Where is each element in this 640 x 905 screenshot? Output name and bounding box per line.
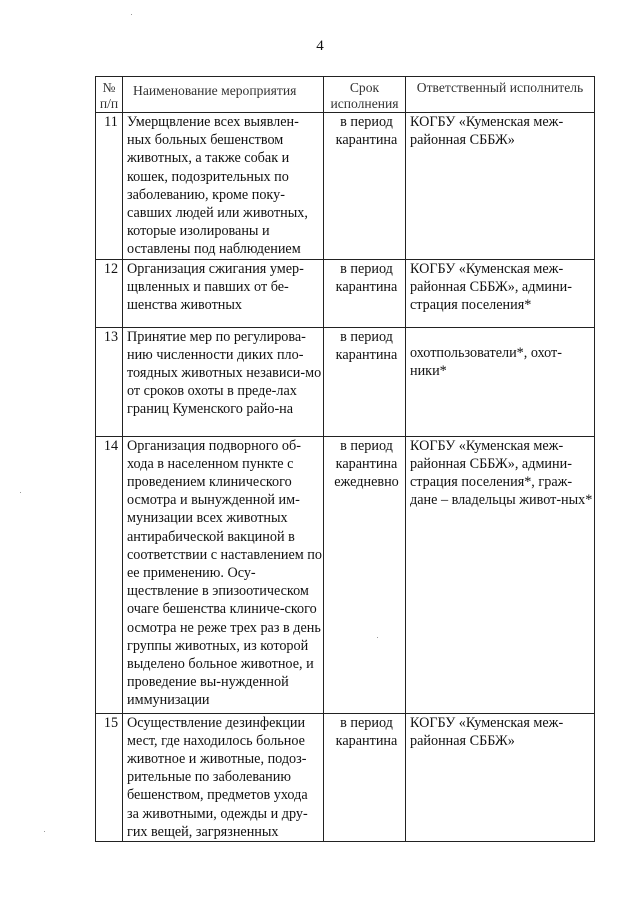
scan-speck bbox=[377, 637, 378, 638]
table-row bbox=[96, 259, 595, 327]
row-name: Умерщвление всех выявлен-ных больных бешенством животных, а также собак и кошек, подозрительных по заболеванию, кроме поку-савших людей или животных, которые изолированы и оставлены под наблюдением bbox=[123, 113, 324, 260]
header-name: Наименование мероприятия bbox=[123, 77, 324, 113]
row-num: 15 bbox=[96, 713, 123, 841]
scan-speck bbox=[44, 831, 45, 832]
row-num: 11 bbox=[96, 113, 123, 260]
header-term: Срок исполнения bbox=[324, 77, 406, 113]
row-name: Организация сжигания умер-щвленных и павших от бе-шенства животных bbox=[123, 259, 324, 327]
row-term: в период карантина bbox=[324, 713, 406, 841]
row-term: в период карантина bbox=[324, 327, 406, 436]
row-responsible: охотпользователи*, охот-ники* bbox=[406, 327, 595, 436]
row-responsible: КОГБУ «Куменская меж-районная СББЖ» bbox=[406, 713, 595, 841]
row-name: Осуществление дезинфекции мест, где находилось больное животное и животные, подоз-рительные по заболеванию бешенством, предметов ухода за животными, одежды и дру-гих вещей, загрязненных bbox=[123, 713, 324, 841]
row-responsible: КОГБУ «Куменская меж-районная СББЖ», админи-страция поселения* bbox=[406, 259, 595, 327]
row-num: 12 bbox=[96, 259, 123, 327]
scan-speck bbox=[131, 14, 132, 15]
page-number: 4 bbox=[316, 38, 324, 54]
row-num: 13 bbox=[96, 327, 123, 436]
scan-speck bbox=[20, 492, 21, 493]
row-responsible: КОГБУ «Куменская меж-районная СББЖ», админи-страция поселения*, граж-дане – владельцы живот-ных* bbox=[406, 436, 595, 713]
header-num: № п/п bbox=[96, 77, 123, 113]
header-responsible: Ответственный исполнитель bbox=[406, 77, 595, 113]
row-name: Принятие мер по регулирова-нию численности диких пло-тоядных животных независи-мо от сроков охоты в преде-лах границ Куменского райо-на bbox=[123, 327, 324, 436]
row-responsible: КОГБУ «Куменская меж-районная СББЖ» bbox=[406, 113, 595, 260]
table-row bbox=[96, 436, 595, 713]
events-table bbox=[95, 76, 595, 842]
table-row bbox=[96, 327, 595, 436]
row-name: Организация подворного об-хода в населенном пункте с проведением клинического осмотра и вынужденной им-мунизации всех животных антирабической вакциной в соответствии с наставлением по ее применению. Осу-ществление в эпизоотическом очаге бешенства клиниче-ского осмотра не реже трех раз в день группы животных, из которой выделено больное животное, и проведение вы-нужденной иммунизации bbox=[123, 436, 324, 713]
row-num: 14 bbox=[96, 436, 123, 713]
row-term: в период карантина ежедневно bbox=[324, 436, 406, 713]
table-row bbox=[96, 113, 595, 260]
row-term: в период карантина bbox=[324, 259, 406, 327]
header-row bbox=[96, 77, 595, 113]
row-term: в период карантина bbox=[324, 113, 406, 260]
table-row bbox=[96, 713, 595, 841]
